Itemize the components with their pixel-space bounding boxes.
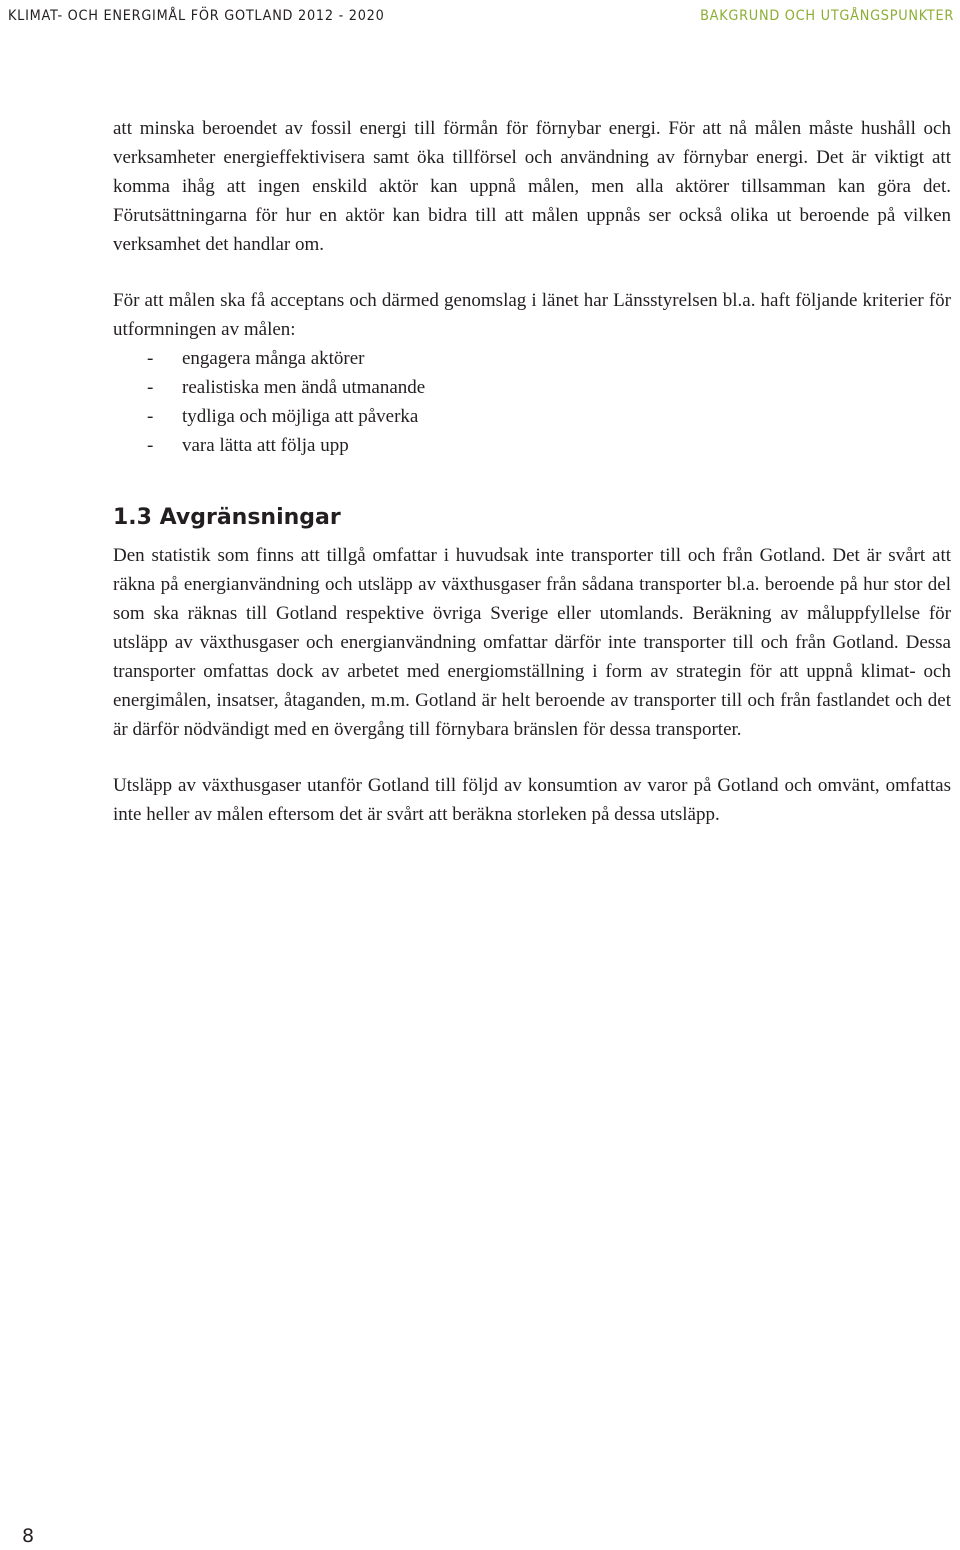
list-item-text: engagera många aktörer (182, 348, 365, 369)
list-item-text: realistiska men ändå utmanande (182, 377, 426, 398)
list-item-text: tydliga och möjliga att påverka (182, 406, 419, 427)
list-item: - realistiska men ändå utmanande (147, 377, 426, 398)
running-header (0, 8, 960, 32)
body-paragraph: Utsläpp av växthusgaser utanför Gotland till följd av konsumtion av varor på Gotland och omvänt, omfattas inte heller av målen eftersom det är svårt att beräkna storleken på dessa utsläpp. (113, 775, 951, 825)
page-content (113, 114, 951, 829)
chapter-title: BAKGRUND OCH UTGÅNGSPUNKTER (700, 8, 954, 24)
list-item: - vara lätta att följa upp (147, 435, 349, 456)
section-heading: 1.3 Avgränsningar (113, 505, 341, 530)
body-paragraph: För att målen ska få acceptans och därmed genomslag i länet har Länsstyrelsen bl.a. haft följande kriterier för utformningen av målen: (113, 290, 951, 340)
criteria-list (113, 344, 951, 460)
page-number: 8 (22, 1525, 35, 1547)
document-title: KLIMAT- OCH ENERGIMÅL FÖR GOTLAND 2012 - 2020 (8, 8, 385, 24)
list-item: - tydliga och möjliga att påverka (147, 406, 419, 427)
body-paragraph: Den statistik som finns att tillgå omfattar i huvudsak inte transporter till och från Gotland. Det är svårt att räkna på energianvändning och utsläpp av växthusgaser från sådana transporter bl.a. beroende på hur stor del som ska räknas till Gotland respektive övriga Sverige eller utomlands. Beräkning av måluppfyllelse för utsläpp av växthusgaser och energianvändning omfattar därför inte transporter till och från Gotland. Dessa transporter omfattas dock av arbetet med energiomställning i form av strategin för att uppnå klimat- och energimålen, insatser, åtaganden, m.m. Gotland är helt beroende av transporter till och från fastlandet och det är därför nödvändigt med en övergång till förnybara bränslen för dessa transporter. (113, 545, 951, 740)
list-item: - engagera många aktörer (147, 348, 365, 369)
list-item-text: vara lätta att följa upp (182, 435, 349, 456)
body-paragraph: att minska beroendet av fossil energi till förmån för förnybar energi. För att nå målen måste hushåll och verksamheter energieffektivisera samt öka tillförsel och användning av förnybar energi. Det är viktigt att komma ihåg att ingen enskild aktör kan uppnå målen, men alla aktörer tillsamman kan göra det. Förutsättningarna för hur en aktör kan bidra till att målen uppnås ser också olika ut beroende på vilken verksamhet det handlar om. (113, 118, 951, 255)
